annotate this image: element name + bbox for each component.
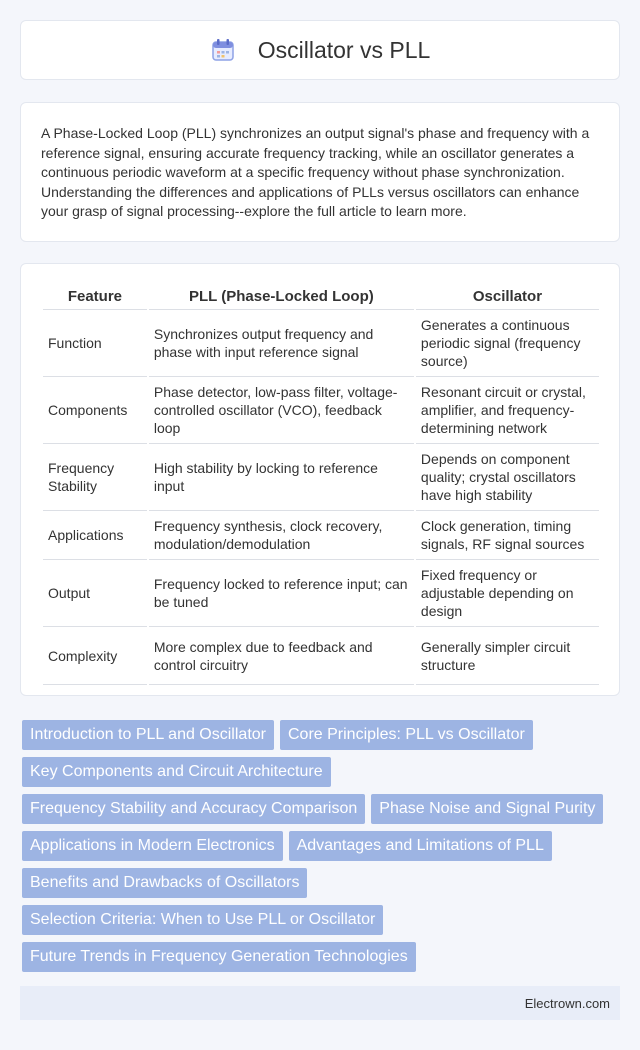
title-wrap <box>210 37 431 64</box>
table-cell: More complex due to feedback and control circuitry <box>149 627 414 685</box>
table-cell: Clock generation, timing signals, RF signal sources <box>416 511 599 560</box>
table-row <box>43 444 599 511</box>
header-oscillator: Oscillator <box>416 284 599 310</box>
table-cell: Generates a continuous periodic signal (frequency source) <box>416 310 599 377</box>
comparison-table-card <box>20 263 620 696</box>
table-cell: Depends on component quality; crystal oscillators have high stability <box>416 444 599 511</box>
table-row <box>43 560 599 627</box>
table-header-row <box>43 284 599 310</box>
table-cell: Phase detector, low-pass filter, voltage-controlled oscillator (VCO), feedback loop <box>149 377 414 444</box>
tag-future-trends[interactable]: Future Trends in Frequency Generation Technologies <box>22 942 416 972</box>
tag-pll-advantages[interactable]: Advantages and Limitations of PLL <box>289 831 552 861</box>
tag-core-principles[interactable]: Core Principles: PLL vs Oscillator <box>280 720 533 750</box>
table-row <box>43 377 599 444</box>
table-row <box>43 310 599 377</box>
table-row <box>43 511 599 560</box>
table-cell: Fixed frequency or adjustable depending on design <box>416 560 599 627</box>
table-cell: Generally simpler circuit structure <box>416 627 599 685</box>
header-feature: Feature <box>43 284 147 310</box>
intro-text: A Phase-Locked Loop (PLL) synchronizes an output signal's phase and frequency with a reference signal, ensuring accurate frequency tracking, while an oscillator generates a continuous periodic waveform at a specific frequency without phase synchronization. Understanding the differences and applications of PLLs versus oscillators can enhance your grasp of signal processing--explore the full article to learn more. <box>41 125 590 220</box>
table-row <box>43 627 599 685</box>
table-cell: Frequency synthesis, clock recovery, modulation/demodulation <box>149 511 414 560</box>
tag-phase-noise[interactable]: Phase Noise and Signal Purity <box>371 794 603 824</box>
table-cell: Resonant circuit or crystal, amplifier, and frequency-determining network <box>416 377 599 444</box>
calendar-icon <box>210 37 236 63</box>
comparison-table <box>41 284 601 685</box>
tag-introduction[interactable]: Introduction to PLL and Oscillator <box>22 720 274 750</box>
table-cell: Components <box>43 377 147 444</box>
tag-oscillator-benefits[interactable]: Benefits and Drawbacks of Oscillators <box>22 868 307 898</box>
table-cell: Frequency Stability <box>43 444 147 511</box>
table-cell: Function <box>43 310 147 377</box>
tag-key-components[interactable]: Key Components and Circuit Architecture <box>22 757 331 787</box>
table-cell: High stability by locking to reference input <box>149 444 414 511</box>
header-card <box>20 20 620 80</box>
header-pll: PLL (Phase-Locked Loop) <box>149 284 414 310</box>
table-cell: Frequency locked to reference input; can be tuned <box>149 560 414 627</box>
table-cell: Output <box>43 560 147 627</box>
topic-tags <box>22 720 622 979</box>
footer <box>20 986 620 1020</box>
tag-frequency-stability[interactable]: Frequency Stability and Accuracy Comparison <box>22 794 365 824</box>
page-title: Oscillator vs PLL <box>257 36 431 63</box>
table-cell: Complexity <box>43 627 147 685</box>
intro-card <box>20 102 620 242</box>
tag-applications[interactable]: Applications in Modern Electronics <box>22 831 283 861</box>
tag-selection-criteria[interactable]: Selection Criteria: When to Use PLL or Oscillator <box>22 905 383 935</box>
table-cell: Synchronizes output frequency and phase with input reference signal <box>149 310 414 377</box>
table-cell: Applications <box>43 511 147 560</box>
footer-site[interactable]: Electrown.com <box>524 995 610 1011</box>
